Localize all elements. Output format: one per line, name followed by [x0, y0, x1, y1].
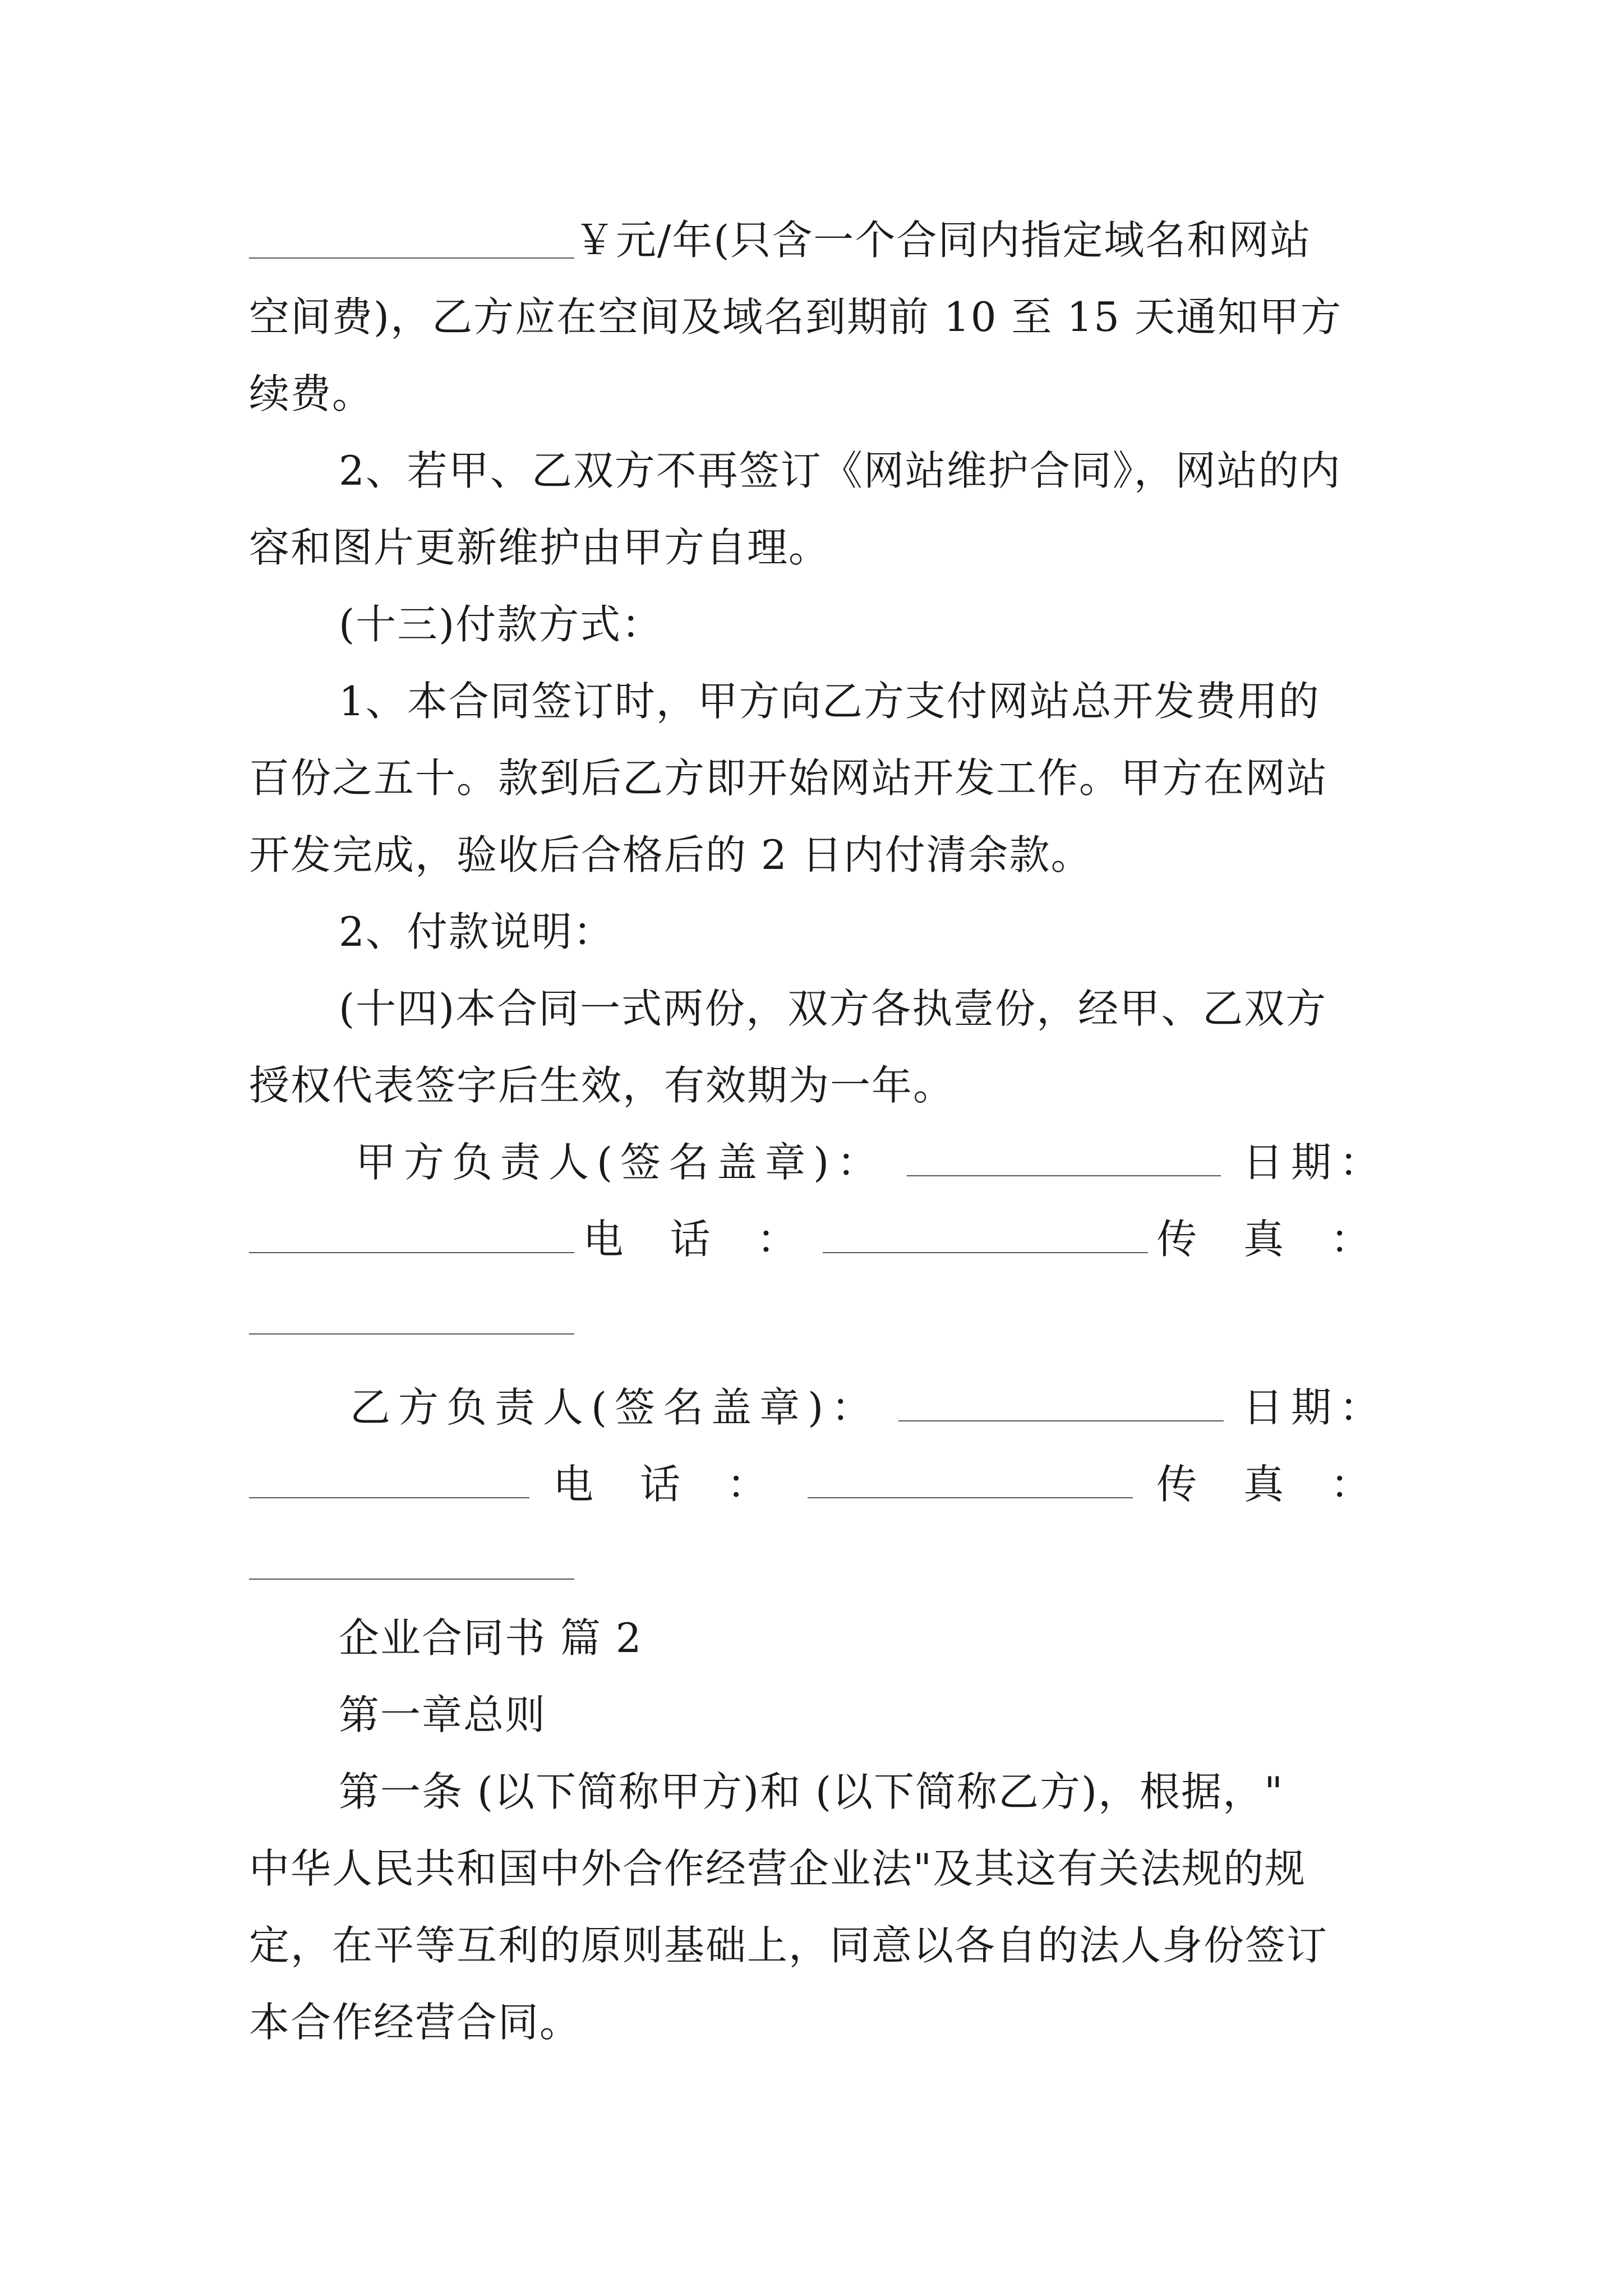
party-a-fax-blank	[249, 1293, 574, 1335]
paragraph-line: 续费。	[249, 370, 374, 417]
party-a-date-blank	[249, 1212, 574, 1253]
party-b-date-blank	[249, 1457, 529, 1498]
party-b-phone-label: 电 话 ：	[553, 1461, 784, 1508]
party-a-fax-row	[249, 1278, 1387, 1355]
party-a-phone-blank	[823, 1212, 1148, 1253]
party-b-contact-row	[249, 1446, 1387, 1523]
section-heading: (十三)付款方式：	[339, 601, 663, 648]
party-b-signer-label: 乙方负责人(签名盖章)：	[350, 1384, 880, 1431]
party-a-contact-row	[249, 1201, 1387, 1278]
chapter-heading: 第一章总则	[339, 1691, 547, 1738]
paragraph-line: 第一条 (以下简称甲方)和 (以下简称乙方)，根据，"	[339, 1768, 1284, 1815]
document-body	[249, 202, 1387, 2061]
paragraph-line: 空间费)，乙方应在空间及域名到期前 10 至 15 天通知甲方	[249, 293, 1342, 341]
party-a-signer-label: 甲方负责人(签名盖章)：	[356, 1139, 886, 1186]
paragraph-line: 容和图片更新维护由甲方自理。	[249, 524, 831, 571]
party-b-fax-blank	[249, 1538, 574, 1580]
price-text: ￥元/年(只含一个合同内指定域名和网站	[574, 217, 1312, 264]
party-b-phone-blank	[808, 1457, 1133, 1498]
party-b-signature-blank	[898, 1380, 1224, 1421]
paragraph-line: 定，在平等互利的原则基础上，同意以各自的法人身份签订	[249, 1922, 1329, 1969]
party-a-date-label: 日期：	[1242, 1139, 1387, 1186]
part-2-title: 企业合同书 篇 2	[339, 1614, 643, 1662]
paragraph-line: 百份之五十。款到后乙方即开始网站开发工作。甲方在网站	[249, 754, 1329, 802]
party-b-date-label: 日期：	[1242, 1384, 1387, 1431]
party-b-signer-row	[249, 1369, 1387, 1446]
paragraph-line: 1、本合同签订时，甲方向乙方支付网站总开发费用的	[339, 678, 1320, 725]
party-a-signer-row	[249, 1124, 1387, 1201]
party-b-fax-label: 传 真 ：	[1156, 1461, 1387, 1508]
paragraph-line: 授权代表签字后生效，有效期为一年。	[249, 1062, 955, 1109]
party-a-signature-blank	[907, 1135, 1221, 1176]
party-a-fax-label: 传 真 ：	[1156, 1216, 1387, 1263]
paragraph-line	[249, 202, 1387, 279]
paragraph-line: 2、若甲、乙双方不再签订《网站维护合同》，网站的内	[339, 447, 1341, 494]
paragraph-line: 本合作经营合同。	[249, 1999, 582, 2046]
paragraph-line: 2、付款说明：	[339, 908, 615, 955]
party-a-phone-label: 电 话 ：	[583, 1216, 814, 1263]
paragraph-line: 开发完成，验收后合格后的 2 日内付清余款。	[249, 831, 1092, 878]
paragraph-line: (十四)本合同一式两份，双方各执壹份，经甲、乙双方	[339, 985, 1327, 1032]
paragraph-line: 中华人民共和国中外合作经营企业法"及其这有关法规的规	[249, 1845, 1307, 1892]
party-b-fax-row	[249, 1523, 1387, 1600]
fill-in-blank	[249, 217, 574, 259]
